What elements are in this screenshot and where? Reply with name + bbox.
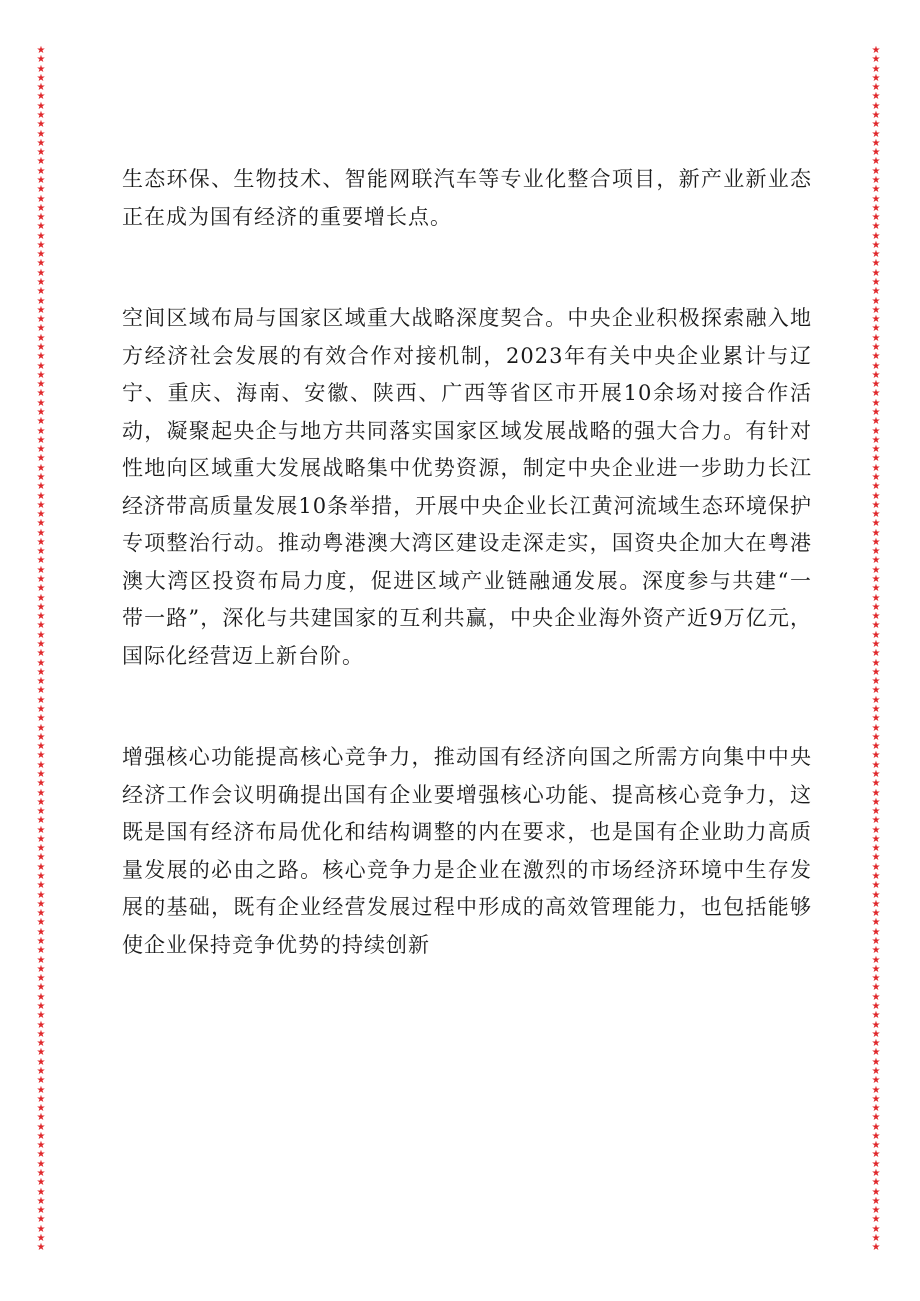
star-icon: ★ [871,1028,881,1040]
star-icon: ★ [871,676,881,688]
star-icon: ★ [871,174,881,186]
star-icon: ★ [871,601,881,613]
star-icon: ★ [871,100,881,112]
star-icon: ★ [36,796,46,808]
star-icon: ★ [871,91,881,103]
star-icon: ★ [36,425,46,437]
star-icon: ★ [36,787,46,799]
star-icon: ★ [36,722,46,734]
star-icon: ★ [871,648,881,660]
star-icon: ★ [36,639,46,650]
star-icon: ★ [36,741,46,753]
star-icon: ★ [871,843,881,855]
star-icon: ★ [871,1233,881,1244]
star-icon: ★ [36,1000,46,1012]
star-icon: ★ [36,342,46,353]
star-icon: ★ [871,815,881,827]
star-icon: ★ [871,1121,881,1133]
star-icon: ★ [36,1047,46,1059]
star-icon: ★ [36,833,46,845]
paragraph-3: 增强核心功能提高核心竞争力，推动国有经济向国之所需方向集中中央经济工作会议明确提出国有企业要增强核心功能、提高核心竞争力，这既是国有经济布局优化和结构调整的内在要求，也是国有企业助力高质量发展的必由之路。核心竞争力是企业在激烈的市场经济环境中生存发展的基础，既有企业经营发展过程中形成的高效管理能力，也包括能够使企业保持竞争优势的持续创新 [122,745,812,957]
star-icon: ★ [36,54,46,66]
star-icon: ★ [871,1065,881,1077]
star-icon: ★ [36,416,46,428]
star-icon: ★ [871,1140,881,1152]
star-icon: ★ [36,91,46,103]
star-icon: ★ [36,221,46,233]
star-icon: ★ [36,824,46,836]
star-icon: ★ [36,945,46,957]
star-icon: ★ [871,137,881,149]
star-icon: ★ [871,1195,881,1207]
star-icon: ★ [36,1177,46,1189]
star-icon: ★ [871,694,881,706]
star-icon: ★ [36,954,46,966]
star-icon: ★ [36,991,46,1003]
star-icon: ★ [871,63,881,75]
star-icon: ★ [36,620,46,632]
star-icon: ★ [871,82,881,94]
star-icon: ★ [36,453,46,465]
star-icon: ★ [36,471,46,483]
star-icon: ★ [36,871,46,883]
star-icon: ★ [871,574,881,586]
star-icon: ★ [871,731,881,743]
star-icon: ★ [871,564,881,576]
star-icon: ★ [36,295,46,307]
star-icon: ★ [871,917,881,929]
star-icon: ★ [36,277,46,289]
star-icon: ★ [871,1019,881,1031]
star-icon: ★ [36,555,46,567]
paragraph-1: 生态环保、生物技术、智能网联汽车等专业化整合项目，新产业新业态正在成为国有经济的重要增长点。 [122,167,812,229]
star-icon: ★ [871,1205,881,1217]
star-icon: ★ [36,1168,46,1180]
star-icon: ★ [871,444,881,456]
star-icon: ★ [36,1112,46,1124]
star-icon: ★ [36,843,46,855]
star-icon: ★ [871,889,881,901]
star-icon: ★ [36,174,46,186]
star-icon: ★ [871,360,881,372]
star-icon: ★ [36,898,46,910]
star-icon: ★ [871,416,881,428]
star-icon: ★ [871,351,881,363]
star-icon: ★ [871,833,881,845]
star-icon: ★ [36,1103,46,1115]
star-icon: ★ [871,861,881,873]
star-icon: ★ [36,397,46,409]
star-icon: ★ [36,63,46,75]
star-icon: ★ [871,527,881,539]
star-icon: ★ [36,676,46,688]
star-icon: ★ [36,314,46,326]
star-icon: ★ [871,982,881,994]
star-icon: ★ [36,1242,46,1254]
star-icon: ★ [871,546,881,558]
star-icon: ★ [36,202,46,214]
star-icon: ★ [871,629,881,641]
star-icon: ★ [871,193,881,205]
document-body [122,161,812,964]
star-icon: ★ [871,277,881,289]
star-icon: ★ [36,1084,46,1096]
star-icon: ★ [36,369,46,381]
star-icon: ★ [871,592,881,604]
star-icon: ★ [36,1149,46,1161]
star-icon: ★ [871,703,881,715]
star-icon: ★ [36,880,46,892]
star-icon: ★ [36,982,46,994]
star-icon: ★ [36,536,46,548]
star-icon: ★ [871,880,881,892]
star-icon: ★ [36,629,46,641]
star-icon: ★ [871,555,881,567]
star-icon: ★ [36,1130,46,1142]
star-icon: ★ [36,304,46,316]
star-icon: ★ [36,46,46,56]
star-icon: ★ [36,499,46,511]
star-icon: ★ [36,1186,46,1198]
star-icon: ★ [871,620,881,632]
paragraph-2: 空间区域布局与国家区域重大战略深度契合。中央企业积极探索融入地方经济社会发展的有效合作对接机制，2023年有关中央企业累计与辽宁、重庆、海南、安徽、陕西、广西等省区市开展10余场对接合作活动，凝聚起央企与地方共同落实国家区域发展战略的强大合力。有针对性地向区域重大发展战略集中优势资源，制定中央企业进一步助力长江经济带高质量发展10条举措，开展中央企业长江黄河流域生态环境保护专项整治行动。推动粤港澳大湾区建设走深走实，国资央企加大在粤港澳大湾区投资布局力度，促进区域产业链融通发展。深度参与共建“一带一路”，深化与共建国家的互利共赢，中央企业海外资产近9万亿元，国际化经营迈上新台阶。 [122,306,812,668]
star-icon: ★ [36,1158,46,1170]
star-icon: ★ [871,314,881,326]
star-icon: ★ [36,323,46,335]
star-icon: ★ [871,258,881,270]
star-icon: ★ [871,722,881,734]
right-star-border [870,46,882,1254]
star-icon: ★ [36,806,46,818]
star-icon: ★ [871,471,881,483]
star-icon: ★ [871,852,881,864]
star-icon: ★ [36,82,46,94]
star-icon: ★ [36,332,46,344]
star-icon: ★ [36,72,46,84]
star-icon: ★ [871,908,881,920]
star-icon: ★ [871,685,881,697]
star-icon: ★ [871,583,881,595]
star-icon: ★ [871,973,881,985]
star-icon: ★ [36,184,46,196]
star-icon: ★ [871,304,881,316]
star-icon: ★ [871,1056,881,1068]
star-icon: ★ [36,1214,46,1226]
star-icon: ★ [36,592,46,604]
star-icon: ★ [36,1140,46,1152]
star-icon: ★ [36,574,46,586]
star-icon: ★ [871,509,881,521]
star-icon: ★ [36,694,46,706]
star-icon: ★ [871,1158,881,1170]
star-icon: ★ [36,147,46,159]
star-icon: ★ [871,657,881,669]
star-icon: ★ [36,713,46,725]
star-icon: ★ [36,815,46,827]
star-icon: ★ [871,778,881,790]
star-icon: ★ [36,481,46,493]
star-icon: ★ [871,388,881,400]
star-icon: ★ [871,342,881,353]
star-icon: ★ [871,1186,881,1198]
star-icon: ★ [871,936,881,947]
star-icon: ★ [871,323,881,335]
star-icon: ★ [871,806,881,818]
star-icon: ★ [871,741,881,753]
star-icon: ★ [871,871,881,883]
star-icon: ★ [36,1010,46,1022]
star-icon: ★ [871,898,881,910]
star-icon: ★ [871,54,881,66]
star-icon: ★ [36,908,46,920]
star-icon: ★ [36,852,46,864]
star-icon: ★ [36,703,46,715]
star-icon: ★ [36,258,46,270]
star-icon: ★ [871,184,881,196]
star-icon: ★ [36,165,46,177]
paragraph-spacer [122,675,812,739]
star-icon: ★ [871,499,881,511]
star-icon: ★ [36,1056,46,1068]
star-icon: ★ [36,379,46,391]
star-icon: ★ [36,137,46,149]
star-icon: ★ [36,1223,46,1235]
star-icon: ★ [871,1000,881,1012]
star-icon: ★ [36,889,46,901]
star-icon: ★ [36,434,46,446]
star-icon: ★ [871,713,881,725]
star-icon: ★ [36,1093,46,1105]
star-icon: ★ [36,1195,46,1207]
star-icon: ★ [36,239,46,251]
star-icon: ★ [36,100,46,112]
star-icon: ★ [36,778,46,790]
star-icon: ★ [871,165,881,177]
star-icon: ★ [36,564,46,576]
star-icon: ★ [871,1130,881,1142]
star-icon: ★ [871,759,881,771]
star-icon: ★ [871,824,881,836]
star-icon: ★ [36,267,46,279]
star-icon: ★ [36,657,46,669]
star-icon: ★ [36,963,46,975]
star-icon: ★ [871,518,881,530]
star-icon: ★ [36,462,46,474]
star-icon: ★ [871,202,881,214]
star-icon: ★ [871,1103,881,1115]
star-icon: ★ [36,759,46,771]
star-icon: ★ [36,917,46,929]
star-icon: ★ [871,1112,881,1124]
star-icon: ★ [871,425,881,437]
star-icon: ★ [871,1084,881,1096]
star-icon: ★ [871,1093,881,1105]
star-icon: ★ [36,936,46,947]
star-icon: ★ [36,444,46,456]
star-icon: ★ [871,954,881,966]
star-icon: ★ [871,1168,881,1180]
star-icon: ★ [871,212,881,224]
star-icon: ★ [36,973,46,985]
star-icon: ★ [871,1075,881,1087]
star-icon: ★ [871,536,881,548]
star-icon: ★ [36,601,46,613]
star-icon: ★ [871,249,881,261]
star-icon: ★ [36,249,46,261]
star-icon: ★ [36,750,46,762]
star-icon: ★ [871,406,881,418]
star-icon: ★ [871,119,881,131]
star-icon: ★ [36,406,46,418]
star-icon: ★ [36,1075,46,1087]
star-icon: ★ [871,267,881,279]
star-icon: ★ [871,46,881,56]
left-star-border [35,46,47,1254]
paragraph-spacer [122,236,812,300]
star-icon: ★ [36,509,46,521]
star-icon: ★ [36,926,46,938]
star-icon: ★ [36,583,46,595]
star-icon: ★ [36,1019,46,1031]
star-icon: ★ [871,1149,881,1161]
star-icon: ★ [36,611,46,623]
star-icon: ★ [36,193,46,205]
star-icon: ★ [36,109,46,121]
star-icon: ★ [871,1223,881,1235]
star-icon: ★ [871,286,881,298]
star-icon: ★ [871,945,881,957]
star-icon: ★ [36,666,46,678]
star-icon: ★ [871,490,881,502]
star-icon: ★ [36,1028,46,1040]
star-icon: ★ [871,147,881,159]
star-icon: ★ [36,351,46,363]
star-icon: ★ [36,156,46,168]
star-icon: ★ [871,295,881,307]
star-icon: ★ [36,128,46,140]
star-icon: ★ [871,926,881,938]
star-icon: ★ [36,230,46,242]
star-icon: ★ [871,128,881,140]
star-icon: ★ [36,286,46,298]
star-icon: ★ [871,332,881,344]
star-icon: ★ [871,639,881,650]
star-icon: ★ [871,796,881,808]
star-icon: ★ [871,1047,881,1059]
star-icon: ★ [871,1242,881,1254]
star-icon: ★ [871,666,881,678]
star-icon: ★ [871,991,881,1003]
star-icon: ★ [871,768,881,780]
star-icon: ★ [871,230,881,242]
star-icon: ★ [36,119,46,131]
star-icon: ★ [36,388,46,400]
star-icon: ★ [871,462,881,474]
star-icon: ★ [36,212,46,224]
star-icon: ★ [871,109,881,121]
star-icon: ★ [36,861,46,873]
star-icon: ★ [871,397,881,409]
star-icon: ★ [36,1038,46,1050]
star-icon: ★ [871,481,881,493]
star-icon: ★ [871,1214,881,1226]
star-icon: ★ [871,72,881,84]
star-icon: ★ [871,379,881,391]
star-icon: ★ [36,1121,46,1133]
star-icon: ★ [36,1205,46,1217]
star-icon: ★ [871,434,881,446]
star-icon: ★ [871,453,881,465]
star-icon: ★ [871,221,881,233]
star-icon: ★ [36,527,46,539]
star-icon: ★ [36,546,46,558]
star-icon: ★ [36,1065,46,1077]
star-icon: ★ [36,768,46,780]
star-icon: ★ [36,1233,46,1244]
star-icon: ★ [36,490,46,502]
star-icon: ★ [871,1177,881,1189]
star-icon: ★ [36,685,46,697]
star-icon: ★ [871,750,881,762]
star-icon: ★ [871,611,881,623]
star-icon: ★ [36,731,46,743]
star-icon: ★ [36,360,46,372]
star-icon: ★ [871,1038,881,1050]
star-icon: ★ [36,648,46,660]
star-icon: ★ [871,787,881,799]
star-icon: ★ [871,1010,881,1022]
star-icon: ★ [871,156,881,168]
star-icon: ★ [871,963,881,975]
star-icon: ★ [36,518,46,530]
star-icon: ★ [871,369,881,381]
star-icon: ★ [871,239,881,251]
